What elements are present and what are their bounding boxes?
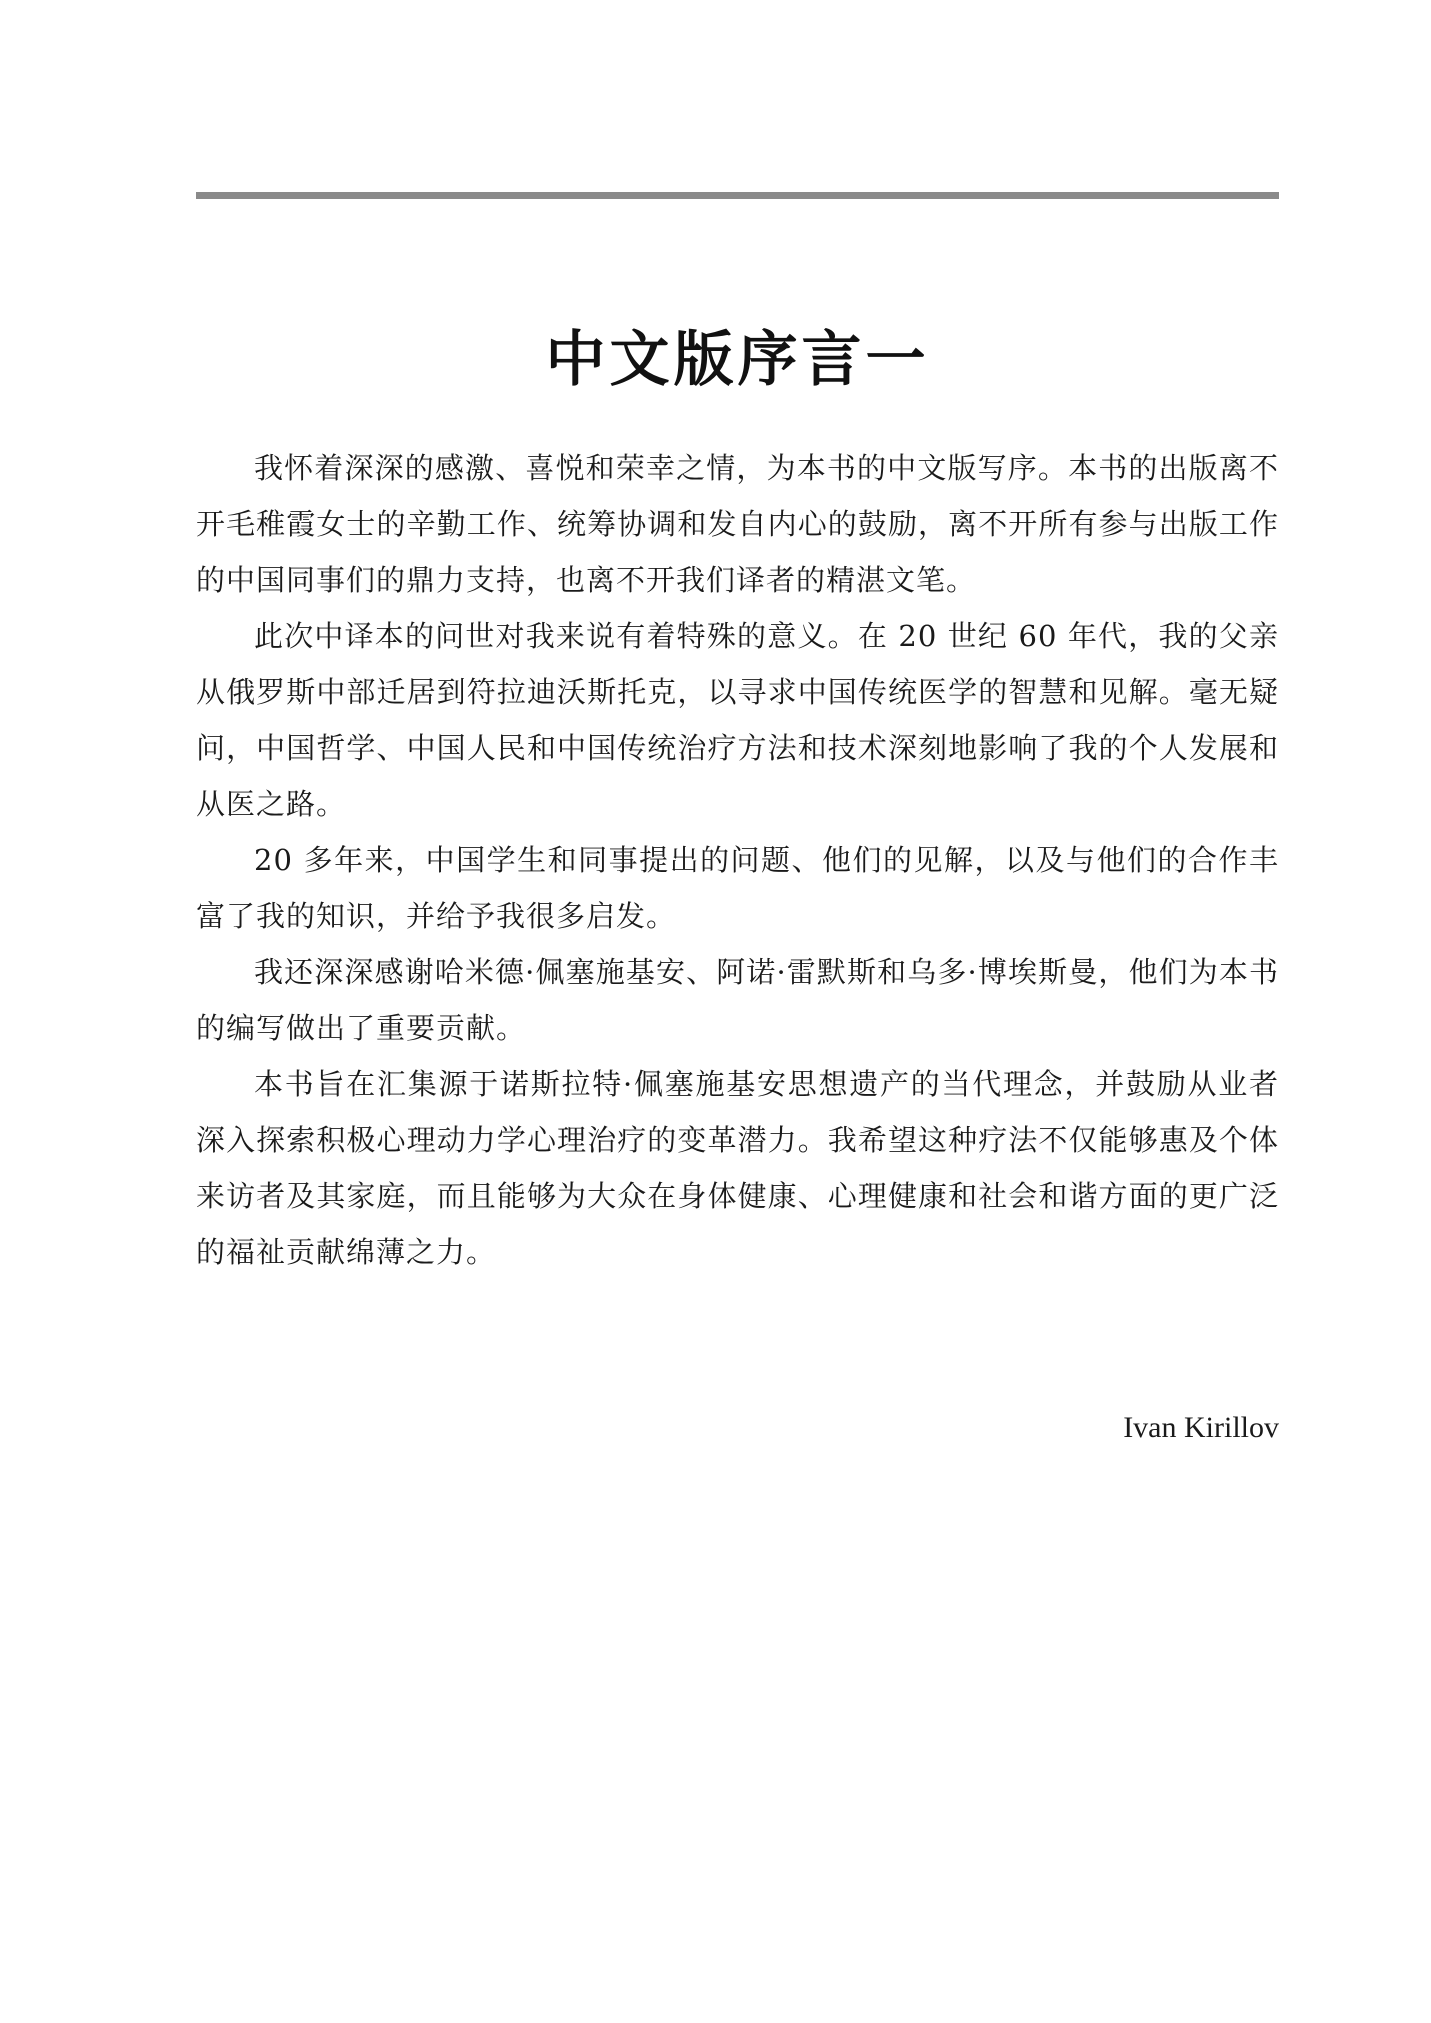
paragraph-5: 本书旨在汇集源于诺斯拉特·佩塞施基安思想遗产的当代理念，并鼓励从业者深入探索积极心理动力学心理治疗的变革潜力。我希望这种疗法不仅能够惠及个体来访者及其家庭，而且能够为大众在身体健康、心理健康和社会和谐方面的更广泛的福祉贡献绵薄之力。 bbox=[196, 1067, 1279, 1269]
author-signature: Ivan Kirillov bbox=[1123, 1411, 1279, 1444]
preface-body bbox=[196, 440, 1279, 1280]
paragraph-4: 我还深深感谢哈米德·佩塞施基安、阿诺·雷默斯和乌多·博埃斯曼，他们为本书的编写做出了重要贡献。 bbox=[196, 955, 1279, 1045]
paragraph-1: 我怀着深深的感激、喜悦和荣幸之情，为本书的中文版写序。本书的出版离不开毛稚霞女士的辛勤工作、统筹协调和发自内心的鼓励，离不开所有参与出版工作的中国同事们的鼎力支持，也离不开我们译者的精湛文笔。 bbox=[196, 451, 1279, 597]
page-title: 中文版序言一 bbox=[545, 325, 930, 396]
paragraph-2: 此次中译本的问世对我来说有着特殊的意义。在 20 世纪 60 年代，我的父亲从俄罗斯中部迁居到符拉迪沃斯托克，以寻求中国传统医学的智慧和见解。毫无疑问，中国哲学、中国人民和中国传统治疗方法和技术深刻地影响了我的个人发展和从医之路。 bbox=[196, 619, 1279, 821]
paragraph-3: 20 多年来，中国学生和同事提出的问题、他们的见解，以及与他们的合作丰富了我的知识，并给予我很多启发。 bbox=[196, 843, 1279, 933]
top-rule bbox=[196, 192, 1279, 199]
